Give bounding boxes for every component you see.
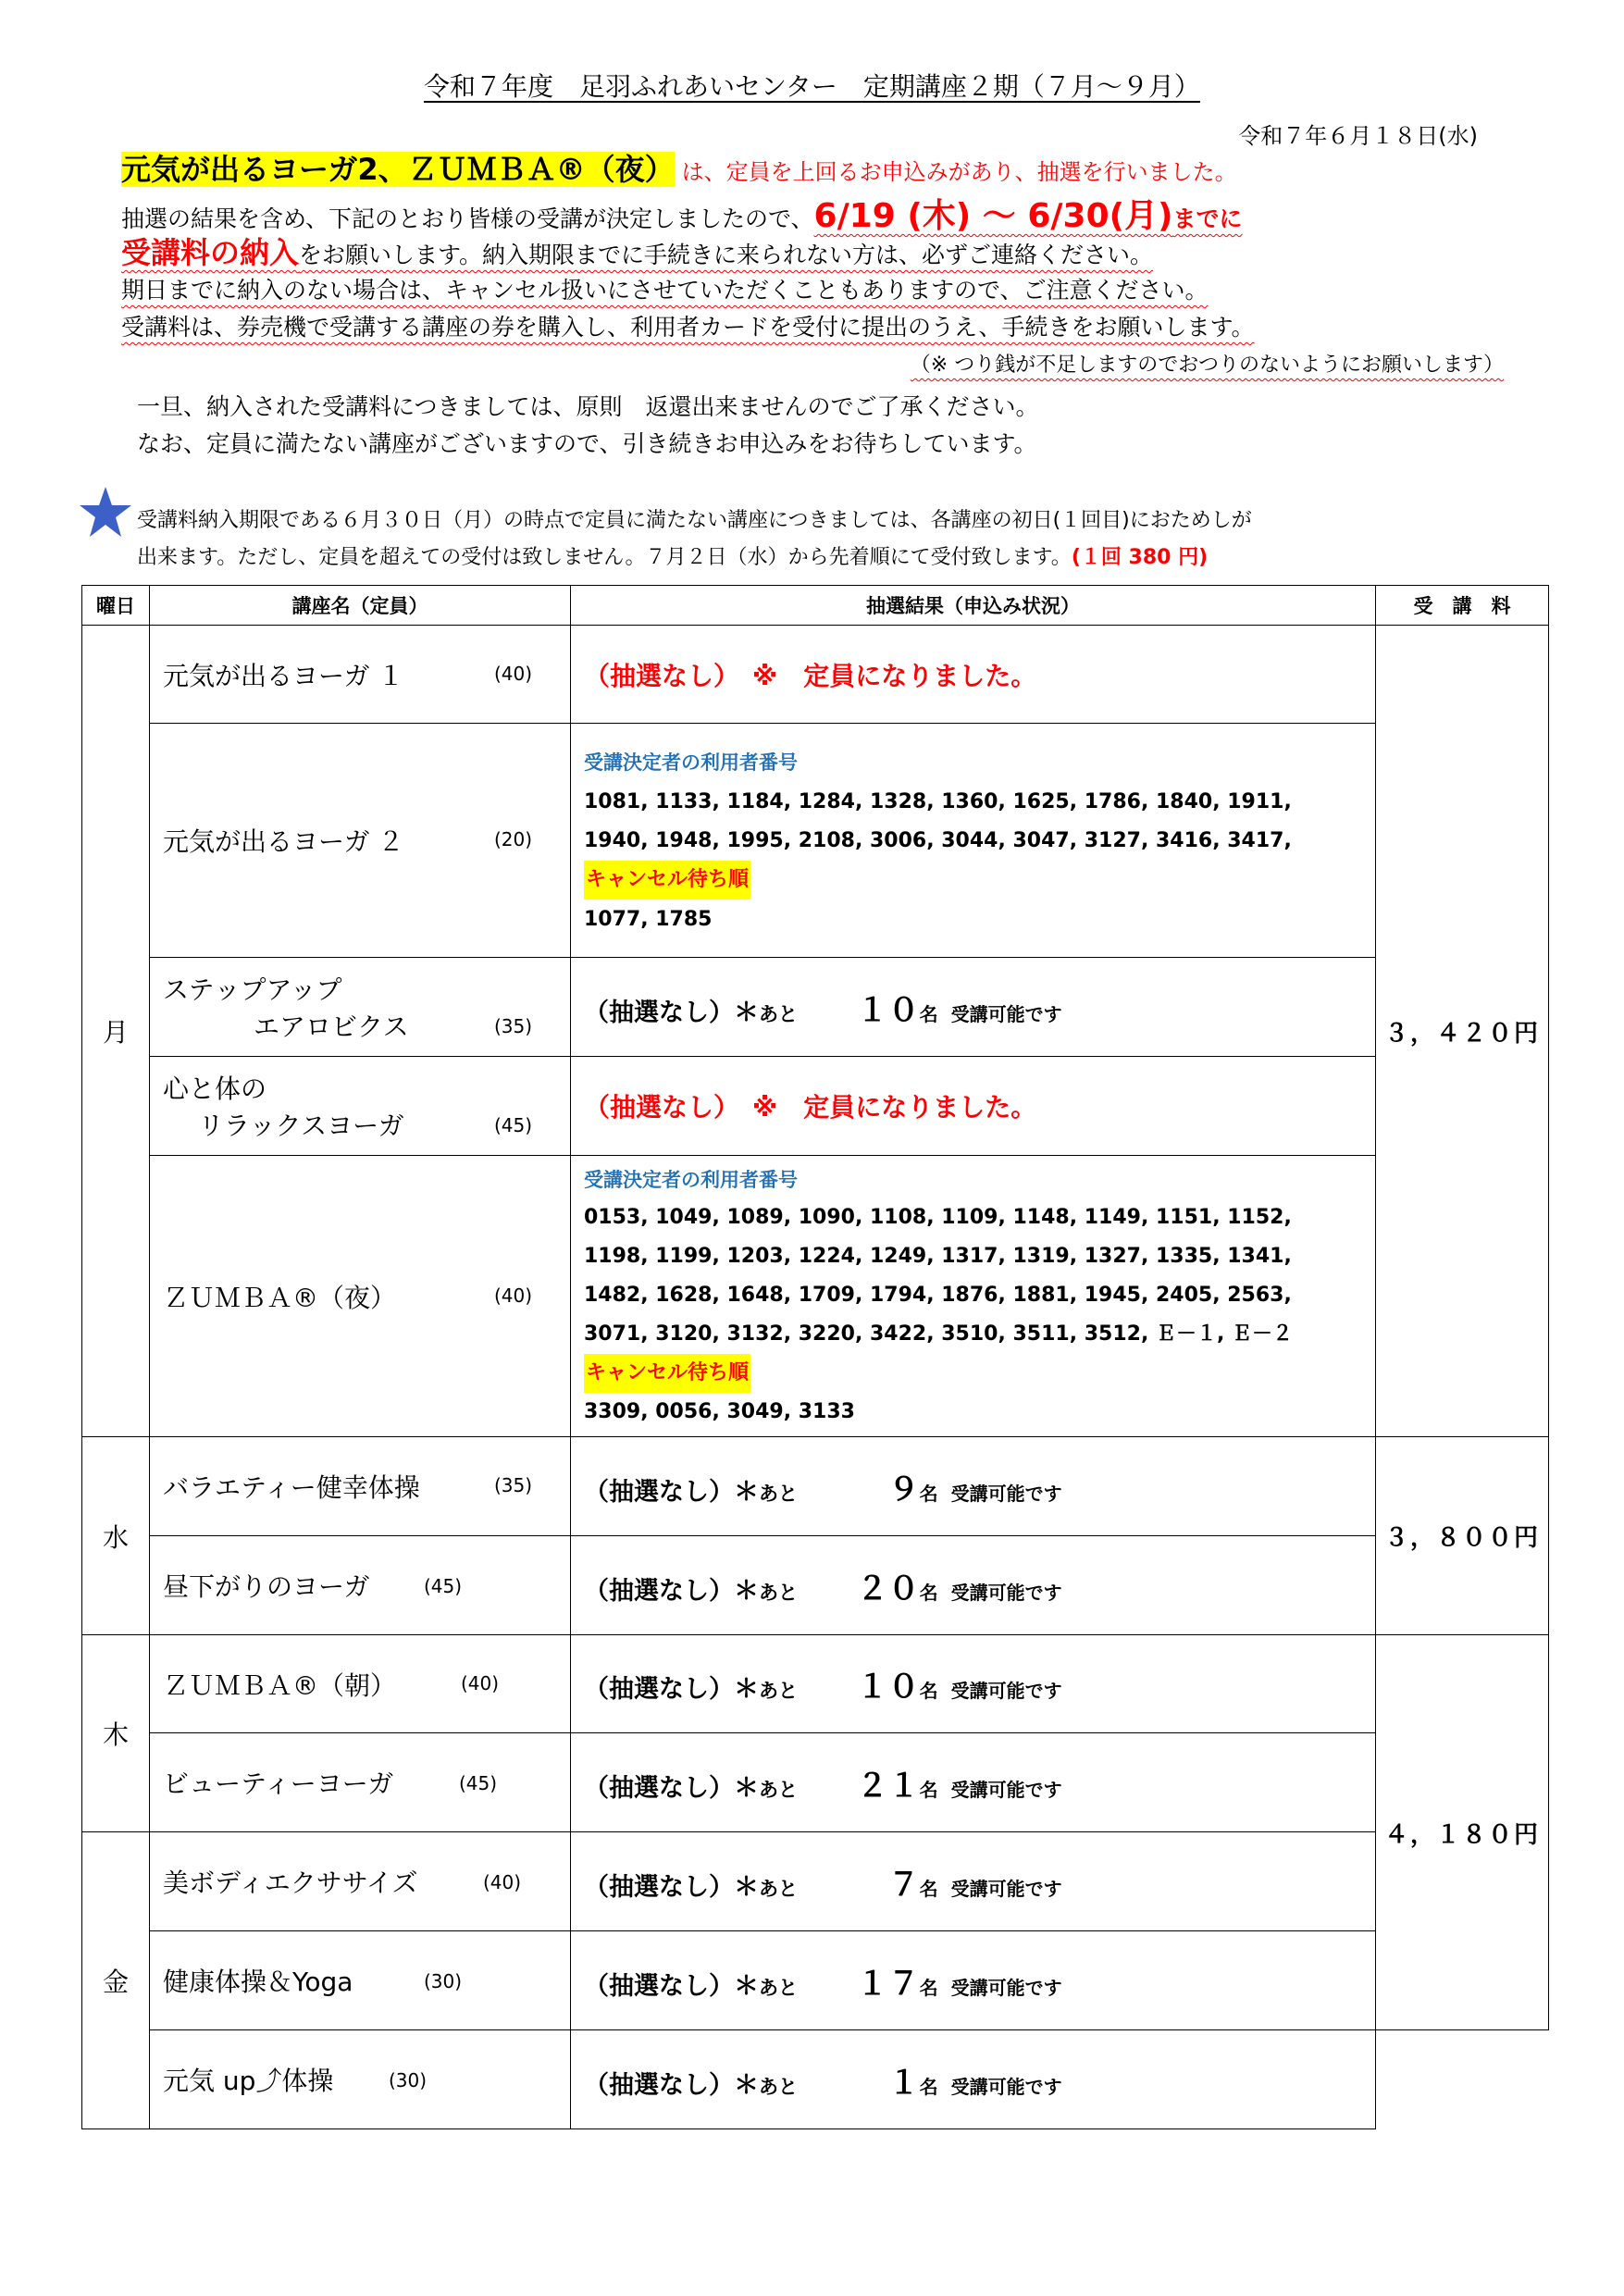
fee-cell: ４，１８０円 bbox=[1376, 1635, 1549, 2030]
availability: （抽選なし）＊あと １名 受講可能です bbox=[584, 2071, 1062, 2100]
notice-line-3: 受講料の納入をお願いします。納入期限までに手続きに来られない方は、必ずご連絡ください。 bbox=[121, 235, 1154, 270]
course-name: ＺＵＭＢＡ®（朝） (40) bbox=[150, 1635, 571, 1733]
notice-headline bbox=[121, 146, 1237, 189]
remaining-count: ２１ bbox=[856, 1767, 920, 1805]
availability: （抽選なし）＊あと １７名 受講可能です bbox=[584, 1972, 1062, 2001]
lottery-notice: は、定員を上回るお申込みがあり、抽選を行いました。 bbox=[681, 159, 1237, 185]
result-cell bbox=[571, 2030, 1376, 2129]
winner-numbers: 3071, 3120, 3132, 3220, 3422, 3510, 3511, 3512, Ｅ－１, Ｅ－２ bbox=[584, 1322, 1293, 1346]
availability: （抽選なし）＊あと ２０名 受講可能です bbox=[584, 1577, 1062, 1606]
table-row bbox=[82, 1536, 1549, 1635]
fee-cell: ３，４２０円 bbox=[1376, 626, 1549, 1437]
remaining-count: １０ bbox=[856, 991, 920, 1029]
availability: （抽選なし）＊あと １０名 受講可能です bbox=[584, 999, 1062, 1027]
trial-price: (１回 380 円) bbox=[1071, 546, 1209, 569]
waitlist-heading: キャンセル待ち順 bbox=[584, 861, 750, 900]
course-name: ビューティーヨーガ (45) bbox=[150, 1733, 571, 1832]
page-title: 令和７年度 足羽ふれあいセンター 定期講座２期（７月～９月） bbox=[424, 71, 1200, 102]
result-cell bbox=[571, 1832, 1376, 1931]
table-row bbox=[82, 1156, 1549, 1437]
change-note: （※ つり銭が不足しますのでおつりのないようにお願いします） bbox=[910, 354, 1504, 377]
table-row bbox=[82, 1057, 1549, 1156]
payment-deadline: 6/19 (木) ～ 6/30(月) bbox=[813, 197, 1173, 235]
issue-date: 令和７年６月１８日(水) bbox=[1238, 123, 1478, 149]
result-cell bbox=[571, 1733, 1376, 1832]
fee-cell: ３，８００円 bbox=[1376, 1437, 1549, 1635]
winner-numbers: 1081, 1133, 1184, 1284, 1328, 1360, 1625, 1786, 1840, 1911, bbox=[584, 789, 1292, 813]
winner-numbers: 1940, 1948, 1995, 2108, 3006, 3044, 3047, 3127, 3416, 3417, bbox=[584, 828, 1292, 852]
remaining-count: ９ bbox=[887, 1471, 920, 1508]
trial-line-1: 受講料納入期限である６月３０日（月）の時点で定員に満たない講座につきましては、各講座の初日(１回目)におためしが bbox=[137, 509, 1252, 532]
full-notice: （抽選なし） ※ 定員になりました。 bbox=[584, 1092, 1037, 1123]
remaining-count: １７ bbox=[856, 1965, 920, 2003]
course-name: 元気が出るヨーガ ２ (20) bbox=[150, 724, 571, 958]
table-row bbox=[82, 626, 1549, 724]
lottery-courses: 元気が出るヨーガ2、ＺＵＭＢＡ®（夜） bbox=[121, 152, 675, 187]
course-name: 元気が出るヨーガ １ (40) bbox=[150, 626, 571, 724]
winners-heading: 受講決定者の利用者番号 bbox=[584, 751, 798, 774]
payment-emphasis: 受講料の納入 bbox=[121, 235, 300, 270]
course-name: バラエティー健幸体操 (35) bbox=[150, 1437, 571, 1536]
notice-line-5: 受講料は、券売機で受講する講座の券を購入し、利用者カードを受付に提出のうえ、手続きをお願いします。 bbox=[121, 314, 1255, 341]
table-row bbox=[82, 1437, 1549, 1536]
day-cell: 水 bbox=[82, 1437, 150, 1635]
winner-numbers: 1482, 1628, 1648, 1709, 1794, 1876, 1881, 1945, 2405, 2563, bbox=[584, 1284, 1292, 1307]
table-row bbox=[82, 724, 1549, 958]
table-row bbox=[82, 1832, 1549, 1931]
result-cell bbox=[571, 1536, 1376, 1635]
winner-numbers: 0153, 1049, 1089, 1090, 1108, 1109, 1148, 1149, 1151, 1152, bbox=[584, 1206, 1292, 1229]
result-cell bbox=[571, 958, 1376, 1057]
course-name: 美ボディエクササイズ (40) bbox=[150, 1832, 571, 1931]
table-row bbox=[82, 2030, 1549, 2129]
trial-line-2: 出来ます。ただし、定員を超えての受付は致しません。７月２日（水）から先着順にて受付致します。(１回 380 円) bbox=[137, 546, 1209, 569]
remaining-count: １ bbox=[887, 2064, 920, 2102]
waitlist-heading: キャンセル待ち順 bbox=[584, 1354, 750, 1393]
notice-line-2: 抽選の結果を含め、下記のとおり皆様の受講が決定しましたので、6/19 (木) ～ 6/30(月)までに bbox=[121, 197, 1243, 235]
notice-line-7: なお、定員に満たない講座がございますので、引き続きお申込みをお待ちしています。 bbox=[137, 430, 1037, 457]
course-name: 健康体操＆Yoga (30) bbox=[150, 1931, 571, 2030]
availability: （抽選なし）＊あと ２１名 受講可能です bbox=[584, 1774, 1062, 1803]
course-name: 元気 up⤴体操 (30) bbox=[150, 2030, 571, 2129]
waitlist-numbers: 1077, 1785 bbox=[584, 907, 713, 931]
remaining-count: ７ bbox=[887, 1866, 920, 1904]
table-row bbox=[82, 1635, 1549, 1733]
course-name: 心と体の リラックスヨーガ (45) bbox=[150, 1057, 571, 1156]
course-name: ステップアップ エアロビクス (35) bbox=[150, 958, 571, 1057]
availability: （抽選なし）＊あと ９名 受講可能です bbox=[584, 1478, 1062, 1507]
full-notice: （抽選なし） ※ 定員になりました。 bbox=[584, 660, 1037, 691]
table-row bbox=[82, 1733, 1549, 1832]
result-cell bbox=[571, 1156, 1376, 1437]
header-course: 講座名（定員） bbox=[150, 586, 571, 626]
table-row bbox=[82, 1931, 1549, 2030]
result-cell bbox=[571, 1437, 1376, 1536]
header-day: 曜日 bbox=[82, 586, 150, 626]
remaining-count: ２０ bbox=[856, 1570, 920, 1607]
result-cell bbox=[571, 626, 1376, 724]
day-cell: 金 bbox=[82, 1832, 150, 2129]
result-cell bbox=[571, 1057, 1376, 1156]
notice-line-4: 期日までに納入のない場合は、キャンセル扱いにさせていただくこともありますので、ご注意ください。 bbox=[121, 277, 1209, 304]
result-cell bbox=[571, 724, 1376, 958]
result-cell bbox=[571, 1931, 1376, 2030]
day-cell: 木 bbox=[82, 1635, 150, 1832]
course-name: ＺＵＭＢＡ®（夜） (40) bbox=[150, 1156, 571, 1437]
waitlist-numbers: 3309, 0056, 3049, 3133 bbox=[584, 1400, 855, 1423]
day-cell: 月 bbox=[82, 626, 150, 1437]
star-icon bbox=[78, 485, 133, 540]
course-table bbox=[81, 585, 1549, 2129]
table-row bbox=[82, 958, 1549, 1057]
header-fee: 受 講 料 bbox=[1376, 586, 1549, 626]
header-result: 抽選結果（申込み状況） bbox=[571, 586, 1376, 626]
availability: （抽選なし）＊あと ７名 受講可能です bbox=[584, 1873, 1062, 1902]
remaining-count: １０ bbox=[856, 1669, 920, 1706]
availability: （抽選なし）＊あと １０名 受講可能です bbox=[584, 1675, 1062, 1704]
winners-heading: 受講決定者の利用者番号 bbox=[584, 1169, 798, 1191]
table-header-row bbox=[82, 586, 1549, 626]
notice-line-6: 一旦、納入された受講料につきましては、原則 返還出来ませんのでご了承ください。 bbox=[137, 393, 1039, 420]
winner-numbers: 1198, 1199, 1203, 1224, 1249, 1317, 1319, 1327, 1335, 1341, bbox=[584, 1245, 1292, 1268]
result-cell bbox=[571, 1635, 1376, 1733]
course-name: 昼下がりのヨーガ (45) bbox=[150, 1536, 571, 1635]
